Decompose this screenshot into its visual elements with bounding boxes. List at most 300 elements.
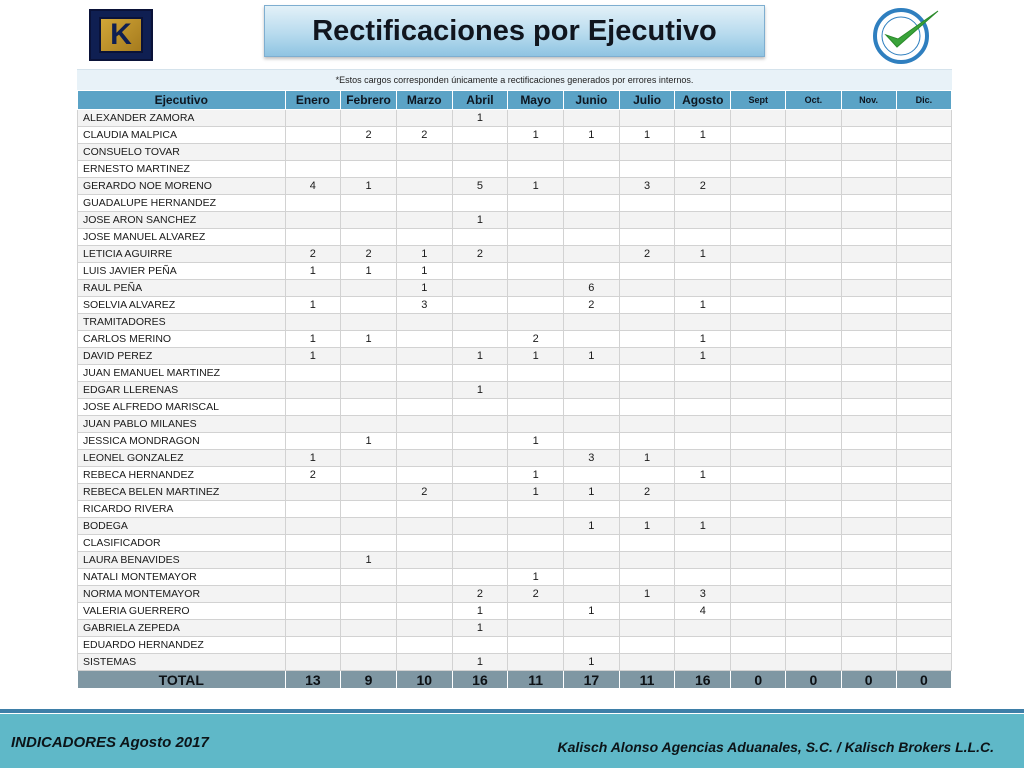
value-cell — [841, 314, 896, 331]
value-cell — [341, 586, 397, 603]
value-cell — [285, 365, 341, 382]
value-cell — [619, 331, 675, 348]
value-cell — [341, 314, 397, 331]
value-cell — [341, 348, 397, 365]
value-cell — [619, 569, 675, 586]
value-cell — [841, 365, 896, 382]
total-value-cell: 0 — [731, 671, 786, 689]
table-row — [78, 518, 952, 535]
value-cell — [285, 535, 341, 552]
value-cell — [841, 467, 896, 484]
value-cell — [786, 450, 841, 467]
value-cell: 1 — [452, 110, 508, 127]
value-cell — [452, 314, 508, 331]
value-cell: 1 — [285, 450, 341, 467]
value-cell: 1 — [564, 603, 620, 620]
table-row — [78, 586, 952, 603]
value-cell — [896, 654, 951, 671]
value-cell — [896, 195, 951, 212]
value-cell — [841, 161, 896, 178]
value-cell — [285, 195, 341, 212]
value-cell: 1 — [341, 263, 397, 280]
value-cell — [619, 382, 675, 399]
value-cell — [731, 263, 786, 280]
value-cell — [619, 552, 675, 569]
value-cell — [508, 399, 564, 416]
executive-name-cell: JUAN EMANUEL MARTINEZ — [78, 365, 286, 382]
value-cell: 1 — [452, 654, 508, 671]
value-cell — [841, 450, 896, 467]
value-cell — [841, 263, 896, 280]
value-cell — [675, 637, 731, 654]
value-cell — [285, 654, 341, 671]
value-cell — [396, 178, 452, 195]
value-cell — [341, 535, 397, 552]
value-cell — [841, 552, 896, 569]
value-cell — [731, 450, 786, 467]
executive-name-cell: CARLOS MERINO — [78, 331, 286, 348]
value-cell — [896, 212, 951, 229]
value-cell: 2 — [675, 178, 731, 195]
value-cell — [731, 161, 786, 178]
value-cell — [619, 399, 675, 416]
table-body — [78, 110, 952, 671]
value-cell — [896, 620, 951, 637]
value-cell — [731, 195, 786, 212]
column-header-month: Abril — [452, 91, 508, 110]
value-cell — [285, 518, 341, 535]
value-cell — [341, 382, 397, 399]
footer-bar — [0, 714, 1024, 768]
value-cell — [508, 535, 564, 552]
table-row — [78, 229, 952, 246]
value-cell — [675, 263, 731, 280]
value-cell — [396, 314, 452, 331]
value-cell: 1 — [508, 433, 564, 450]
value-cell — [731, 433, 786, 450]
value-cell — [452, 331, 508, 348]
value-cell — [896, 348, 951, 365]
value-cell — [564, 382, 620, 399]
value-cell — [786, 314, 841, 331]
table-row — [78, 654, 952, 671]
value-cell — [396, 433, 452, 450]
value-cell — [396, 195, 452, 212]
value-cell — [786, 127, 841, 144]
value-cell — [786, 229, 841, 246]
value-cell — [564, 365, 620, 382]
value-cell — [619, 637, 675, 654]
value-cell — [396, 212, 452, 229]
value-cell — [675, 620, 731, 637]
total-value-cell: 13 — [285, 671, 341, 689]
value-cell — [564, 399, 620, 416]
value-cell — [896, 467, 951, 484]
value-cell — [786, 637, 841, 654]
total-value-cell: 0 — [896, 671, 951, 689]
value-cell — [452, 365, 508, 382]
value-cell — [619, 535, 675, 552]
value-cell — [341, 637, 397, 654]
value-cell — [896, 603, 951, 620]
value-cell — [452, 518, 508, 535]
value-cell: 4 — [675, 603, 731, 620]
executive-name-cell: NATALI MONTEMAYOR — [78, 569, 286, 586]
value-cell — [341, 212, 397, 229]
value-cell — [619, 654, 675, 671]
value-cell — [564, 263, 620, 280]
table-row — [78, 161, 952, 178]
value-cell — [841, 501, 896, 518]
value-cell — [619, 348, 675, 365]
value-cell — [564, 501, 620, 518]
value-cell — [452, 195, 508, 212]
value-cell — [731, 518, 786, 535]
value-cell — [896, 161, 951, 178]
rectifications-table — [77, 90, 952, 689]
value-cell — [508, 552, 564, 569]
value-cell — [731, 365, 786, 382]
value-cell: 1 — [564, 654, 620, 671]
total-value-cell: 9 — [341, 671, 397, 689]
executive-name-cell: CONSUELO TOVAR — [78, 144, 286, 161]
value-cell — [285, 569, 341, 586]
value-cell — [786, 212, 841, 229]
value-cell: 5 — [452, 178, 508, 195]
value-cell — [341, 365, 397, 382]
value-cell: 1 — [452, 348, 508, 365]
value-cell — [896, 501, 951, 518]
value-cell — [341, 518, 397, 535]
value-cell — [841, 603, 896, 620]
value-cell — [564, 246, 620, 263]
value-cell — [731, 484, 786, 501]
executive-name-cell: CLASIFICADOR — [78, 535, 286, 552]
table-row — [78, 501, 952, 518]
value-cell — [731, 399, 786, 416]
value-cell — [896, 416, 951, 433]
footer-report-label: INDICADORES Agosto 2017 — [11, 734, 209, 751]
executive-name-cell: GUADALUPE HERNANDEZ — [78, 195, 286, 212]
value-cell — [285, 161, 341, 178]
value-cell — [508, 161, 564, 178]
value-cell — [452, 552, 508, 569]
value-cell — [731, 144, 786, 161]
value-cell — [841, 654, 896, 671]
value-cell — [396, 348, 452, 365]
value-cell — [285, 620, 341, 637]
value-cell — [841, 484, 896, 501]
value-cell — [396, 569, 452, 586]
value-cell: 2 — [341, 246, 397, 263]
value-cell — [619, 416, 675, 433]
value-cell: 1 — [508, 348, 564, 365]
value-cell — [675, 654, 731, 671]
value-cell — [341, 161, 397, 178]
value-cell — [452, 467, 508, 484]
value-cell — [452, 263, 508, 280]
table-row — [78, 144, 952, 161]
executive-name-cell: EDGAR LLERENAS — [78, 382, 286, 399]
executive-name-cell: BODEGA — [78, 518, 286, 535]
table-row — [78, 416, 952, 433]
value-cell — [619, 467, 675, 484]
value-cell — [841, 212, 896, 229]
executive-name-cell: LEONEL GONZALEZ — [78, 450, 286, 467]
total-value-cell: 0 — [786, 671, 841, 689]
table-row — [78, 484, 952, 501]
value-cell — [786, 399, 841, 416]
value-cell: 1 — [452, 603, 508, 620]
table-row — [78, 620, 952, 637]
value-cell — [896, 365, 951, 382]
value-cell — [841, 229, 896, 246]
value-cell — [285, 144, 341, 161]
value-cell — [452, 399, 508, 416]
value-cell — [452, 229, 508, 246]
executive-name-cell: REBECA HERNANDEZ — [78, 467, 286, 484]
value-cell: 1 — [675, 331, 731, 348]
column-header-ejecutivo: Ejecutivo — [78, 91, 286, 110]
value-cell — [841, 348, 896, 365]
company-logo-letter: K — [99, 17, 143, 53]
value-cell — [396, 620, 452, 637]
value-cell — [396, 603, 452, 620]
value-cell — [285, 382, 341, 399]
footer-divider — [0, 709, 1024, 713]
value-cell: 6 — [564, 280, 620, 297]
value-cell — [786, 144, 841, 161]
executive-name-cell: CLAUDIA MALPICA — [78, 127, 286, 144]
value-cell — [731, 348, 786, 365]
value-cell — [731, 382, 786, 399]
value-cell — [731, 280, 786, 297]
value-cell — [508, 416, 564, 433]
value-cell: 2 — [396, 484, 452, 501]
executive-name-cell: NORMA MONTEMAYOR — [78, 586, 286, 603]
value-cell: 2 — [619, 246, 675, 263]
value-cell — [896, 263, 951, 280]
executive-name-cell: LAURA BENAVIDES — [78, 552, 286, 569]
value-cell — [396, 552, 452, 569]
value-cell: 1 — [452, 620, 508, 637]
value-cell: 4 — [285, 178, 341, 195]
value-cell: 1 — [619, 586, 675, 603]
value-cell — [841, 280, 896, 297]
value-cell — [285, 501, 341, 518]
value-cell — [896, 280, 951, 297]
value-cell — [896, 586, 951, 603]
value-cell — [896, 399, 951, 416]
value-cell — [396, 467, 452, 484]
value-cell — [841, 416, 896, 433]
value-cell — [285, 433, 341, 450]
value-cell — [841, 637, 896, 654]
value-cell — [841, 178, 896, 195]
table-header-row — [78, 91, 952, 110]
value-cell — [508, 382, 564, 399]
value-cell — [675, 110, 731, 127]
value-cell — [731, 314, 786, 331]
value-cell — [285, 416, 341, 433]
title-banner — [264, 5, 765, 57]
value-cell — [731, 637, 786, 654]
value-cell — [341, 416, 397, 433]
value-cell — [508, 110, 564, 127]
value-cell — [452, 535, 508, 552]
column-header-month: Dic. — [896, 91, 951, 110]
value-cell — [896, 331, 951, 348]
value-cell — [786, 603, 841, 620]
table-row — [78, 314, 952, 331]
value-cell — [731, 467, 786, 484]
executive-name-cell: LETICIA AGUIRRE — [78, 246, 286, 263]
executive-name-cell: JOSE MANUEL ALVAREZ — [78, 229, 286, 246]
value-cell — [731, 552, 786, 569]
executive-name-cell: SISTEMAS — [78, 654, 286, 671]
value-cell — [896, 569, 951, 586]
value-cell — [452, 433, 508, 450]
value-cell — [896, 144, 951, 161]
value-cell — [564, 144, 620, 161]
value-cell — [396, 535, 452, 552]
value-cell — [896, 484, 951, 501]
value-cell — [786, 263, 841, 280]
value-cell — [508, 212, 564, 229]
total-value-cell: 11 — [619, 671, 675, 689]
value-cell — [341, 603, 397, 620]
total-value-cell: 10 — [396, 671, 452, 689]
value-cell — [508, 263, 564, 280]
column-header-month: Mayo — [508, 91, 564, 110]
value-cell — [896, 297, 951, 314]
value-cell: 3 — [396, 297, 452, 314]
executive-name-cell: JOSE ALFREDO MARISCAL — [78, 399, 286, 416]
value-cell — [841, 620, 896, 637]
value-cell — [786, 348, 841, 365]
value-cell — [731, 178, 786, 195]
value-cell — [508, 280, 564, 297]
column-header-month: Junio — [564, 91, 620, 110]
value-cell — [285, 552, 341, 569]
table-row — [78, 246, 952, 263]
value-cell — [675, 212, 731, 229]
value-cell: 1 — [508, 178, 564, 195]
value-cell — [341, 467, 397, 484]
value-cell — [452, 127, 508, 144]
table-row — [78, 348, 952, 365]
value-cell — [341, 501, 397, 518]
value-cell — [396, 654, 452, 671]
value-cell — [731, 127, 786, 144]
value-cell — [786, 110, 841, 127]
total-value-cell: 16 — [452, 671, 508, 689]
value-cell — [396, 518, 452, 535]
executive-name-cell: JOSE ARON SANCHEZ — [78, 212, 286, 229]
executive-name-cell: REBECA BELEN MARTINEZ — [78, 484, 286, 501]
value-cell: 1 — [396, 263, 452, 280]
value-cell — [341, 569, 397, 586]
value-cell: 2 — [564, 297, 620, 314]
value-cell — [564, 212, 620, 229]
value-cell — [564, 586, 620, 603]
value-cell — [786, 518, 841, 535]
value-cell — [564, 620, 620, 637]
executive-name-cell: VALERIA GUERRERO — [78, 603, 286, 620]
value-cell: 2 — [285, 467, 341, 484]
value-cell — [675, 569, 731, 586]
value-cell — [896, 433, 951, 450]
value-cell — [786, 620, 841, 637]
value-cell: 1 — [675, 297, 731, 314]
total-value-cell: 11 — [508, 671, 564, 689]
value-cell — [841, 535, 896, 552]
value-cell — [675, 433, 731, 450]
value-cell — [564, 535, 620, 552]
value-cell — [786, 467, 841, 484]
column-header-month: Nov. — [841, 91, 896, 110]
value-cell — [452, 569, 508, 586]
value-cell — [341, 195, 397, 212]
value-cell — [675, 161, 731, 178]
value-cell — [341, 297, 397, 314]
value-cell — [341, 654, 397, 671]
value-cell — [396, 161, 452, 178]
table-row — [78, 382, 952, 399]
value-cell — [564, 195, 620, 212]
value-cell — [285, 399, 341, 416]
value-cell — [508, 603, 564, 620]
value-cell — [341, 144, 397, 161]
value-cell: 1 — [619, 450, 675, 467]
value-cell — [285, 484, 341, 501]
value-cell — [619, 501, 675, 518]
value-cell: 3 — [619, 178, 675, 195]
value-cell — [786, 331, 841, 348]
value-cell — [786, 365, 841, 382]
value-cell — [896, 535, 951, 552]
value-cell — [786, 161, 841, 178]
value-cell — [731, 501, 786, 518]
value-cell — [786, 433, 841, 450]
value-cell: 1 — [564, 127, 620, 144]
table-row — [78, 433, 952, 450]
value-cell — [452, 297, 508, 314]
table-row — [78, 178, 952, 195]
value-cell: 1 — [341, 552, 397, 569]
value-cell — [786, 535, 841, 552]
table-row — [78, 331, 952, 348]
value-cell: 1 — [675, 127, 731, 144]
value-cell — [841, 297, 896, 314]
value-cell — [619, 433, 675, 450]
value-cell — [841, 433, 896, 450]
value-cell: 2 — [619, 484, 675, 501]
executive-name-cell: JESSICA MONDRAGON — [78, 433, 286, 450]
value-cell — [786, 246, 841, 263]
value-cell — [508, 365, 564, 382]
value-cell — [564, 331, 620, 348]
value-cell — [452, 637, 508, 654]
value-cell: 1 — [564, 484, 620, 501]
value-cell — [786, 280, 841, 297]
value-cell — [564, 314, 620, 331]
executive-name-cell: JUAN PABLO MILANES — [78, 416, 286, 433]
value-cell — [285, 603, 341, 620]
value-cell — [564, 178, 620, 195]
value-cell: 2 — [508, 586, 564, 603]
value-cell: 2 — [508, 331, 564, 348]
